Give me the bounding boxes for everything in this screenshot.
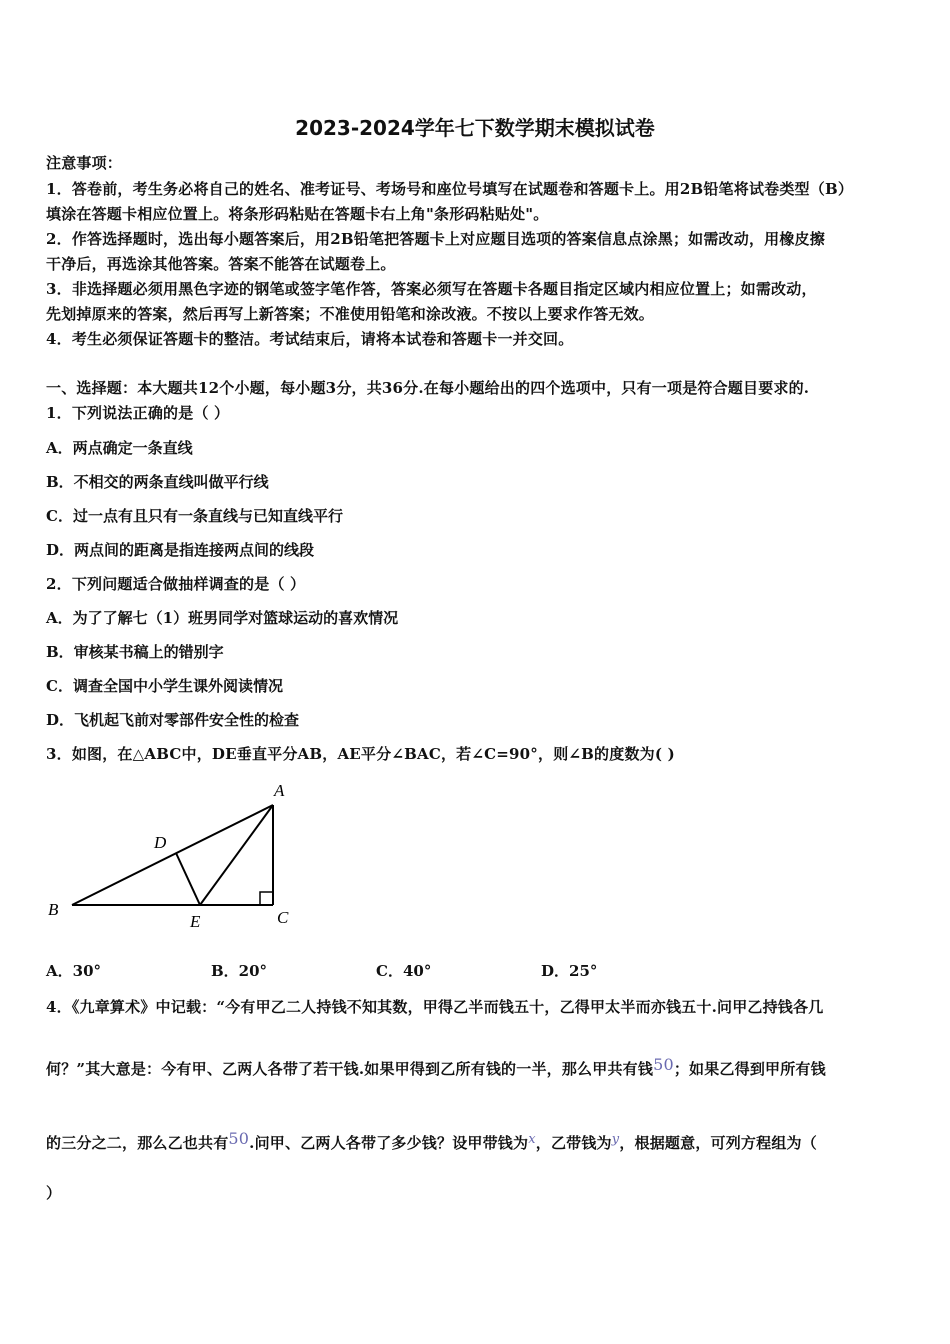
question-4-line: 何？”其大意是：今有甲、乙两人各带了若干钱.如果甲得到乙所有钱的一半，那么甲共有钱50；如果乙得到甲所有钱	[46, 1055, 826, 1078]
side-ba	[72, 805, 273, 905]
q2-option-a: A．为了了解七（1）班男同学对篮球运动的喜欢情况	[46, 609, 399, 627]
notice-line: 1．答卷前，考生务必将自己的姓名、准考证号、考场号和座位号填写在试题卷和答题卡上。用2B铅笔将试卷类型（B）	[46, 180, 854, 198]
variable-x: x	[528, 1132, 536, 1147]
label-d: D	[154, 833, 167, 852]
q2-option-c: C．调查全国中小学生课外阅读情况	[46, 677, 283, 695]
q3-option-c: C．40°	[376, 962, 432, 980]
notice-heading: 注意事项：	[46, 154, 123, 172]
segment-de	[176, 853, 200, 905]
notice-line: 2．作答选择题时，选出每小题答案后，用2B铅笔把答题卡上对应题目选项的答案信息点涂黑；如需改动，用橡皮擦	[46, 230, 825, 248]
q2-option-b: B．审核某书稿上的错别字	[46, 643, 224, 661]
q3-option-d: D．25°	[541, 962, 598, 980]
segment-ae	[200, 805, 273, 905]
question-2-stem: 2．下列问题适合做抽样调查的是（ ）	[46, 575, 306, 593]
q3-option-b: B．20°	[211, 962, 268, 980]
value-50: 50	[653, 1055, 674, 1074]
variable-y: y	[611, 1132, 620, 1147]
notice-line: 先划掉原来的答案，然后再写上新答案；不准使用铅笔和涂改液。不按以上要求作答无效。	[46, 305, 655, 323]
question-4-line: 4．《九章算术》中记载：“今有甲乙二人持钱不知其数，甲得乙半而钱五十，乙得甲太半而亦钱五十.问甲乙持钱各几	[46, 998, 824, 1016]
notice-line: 填涂在答题卡相应位置上。将条形码粘贴在答题卡右上角"条形码粘贴处"。	[46, 205, 549, 223]
question-3-stem: 3．如图，在△ABC中，DE垂直平分AB，AE平分∠BAC，若∠C=90°，则∠B的度数为( )	[46, 745, 675, 763]
notice-line: 干净后，再选涂其他答案。答案不能答在试题卷上。	[46, 255, 396, 273]
triangle-figure	[40, 770, 310, 940]
label-a: A	[274, 781, 285, 800]
label-e: E	[190, 912, 201, 931]
question-4-line: 的三分之二，那么乙也共有50.问甲、乙两人各带了多少钱？设甲带钱为x，乙带钱为y，根据题意，可列方程组为（	[46, 1129, 817, 1152]
right-angle-mark	[260, 892, 273, 905]
notice-line: 4．考生必须保证答题卡的整洁。考试结束后，请将本试卷和答题卡一并交回。	[46, 330, 574, 348]
question-1-stem: 1．下列说法正确的是（ ）	[46, 404, 230, 422]
q2-option-d: D．飞机起飞前对零部件安全性的检查	[46, 711, 300, 729]
value-50: 50	[228, 1129, 250, 1148]
label-c: C	[277, 908, 289, 927]
section-heading: 一、选择题：本大题共12个小题，每小题3分，共36分.在每小题给出的四个选项中，只有一项是符合题目要求的.	[46, 379, 810, 397]
q1-option-b: B．不相交的两条直线叫做平行线	[46, 473, 269, 491]
question-4-line: ）	[46, 1184, 62, 1202]
q1-option-c: C．过一点有且只有一条直线与已知直线平行	[46, 507, 343, 525]
q3-option-a: A．30°	[46, 962, 102, 980]
notice-line: 3．非选择题必须用黑色字迹的钢笔或签字笔作答，答案必须写在答题卡各题目指定区域内相应位置上；如需改动，	[46, 280, 817, 298]
q1-option-d: D．两点间的距离是指连接两点间的线段	[46, 541, 315, 559]
q1-option-a: A．两点确定一条直线	[46, 439, 193, 457]
label-b: B	[48, 900, 59, 919]
page-title: 2023-2024学年七下数学期末模拟试卷	[295, 116, 655, 140]
